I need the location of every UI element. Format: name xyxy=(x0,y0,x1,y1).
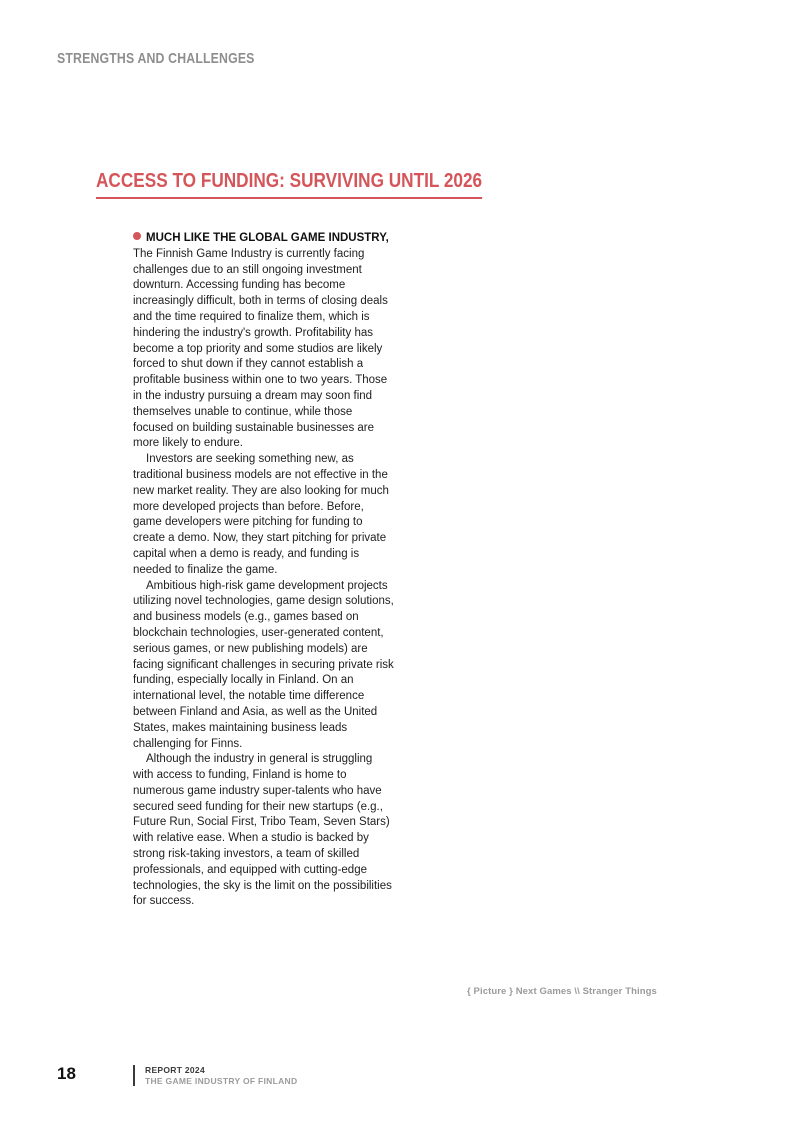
paragraph: Although the industry in general is struggling with access to funding, Finland is home to numerous game industry super-talents who have secured seed funding for their new startups (e.g., Future Run, Social First, Tribo Team, Seven Stars) with relative ease. When a studio is backed by strong risk-taking investors, a team of skilled professionals, and equipped with cutting-edge technologies, the sky is the limit on the possibilities for success. xyxy=(133,753,392,908)
footer-divider xyxy=(133,1065,135,1086)
section-kicker-label: STRENGTHS AND CHALLENGES xyxy=(57,50,255,67)
paragraph-intro xyxy=(133,231,395,452)
bullet-icon xyxy=(133,232,141,240)
footer-report-title: REPORT 2024 xyxy=(145,1065,205,1075)
section-kicker xyxy=(57,50,298,67)
paragraph-lead: MUCH LIKE THE GLOBAL GAME INDUSTRY, xyxy=(146,232,389,244)
paragraph-text: The Finnish Game Industry is currently facing challenges due to an still ongoing investment downturn. Accessing funding has become increasingly difficult, both in terms of closing deals and the time required to finalize them, which is hindering the industry's growth. Profitability has become a top priority and some studios are likely forced to shut down if they cannot establish a profitable business within one to two years. Those in the industry pursuing a dream may soon find themselves unable to continue, while those focused on building sustainable businesses are more likely to endure. xyxy=(133,247,388,450)
paragraph: Ambitious high-risk game development projects utilizing novel technologies, game design solutions, and business models (e.g., games based on blockchain technologies, user-generated content, serious games, or new publishing models) are facing significant challenges in securing private risk funding, especially locally in Finland. On an international level, the notable time difference between Finland and Asia, as well as the United States, makes maintaining business leads challenging for Finns. xyxy=(133,579,394,750)
footer-report-subtitle: THE GAME INDUSTRY OF FINLAND xyxy=(145,1075,298,1086)
page-title xyxy=(96,170,545,199)
picture-caption: { Picture } Next Games \\ Stranger Things xyxy=(467,986,657,997)
paragraph: Investors are seeking something new, as traditional business models are not effective in the new market reality. They are also looking for much more developed projects than before. Before, game developers were pitching for funding to create a demo. Now, they start pitching for private capital when a demo is ready, and funding is needed to finalize the game. xyxy=(133,453,389,576)
footer xyxy=(145,1065,297,1086)
page-title-label: ACCESS TO FUNDING: SURVIVING UNTIL 2026 xyxy=(96,170,482,199)
article-column xyxy=(133,231,395,910)
page-number: 18 xyxy=(57,1064,76,1083)
